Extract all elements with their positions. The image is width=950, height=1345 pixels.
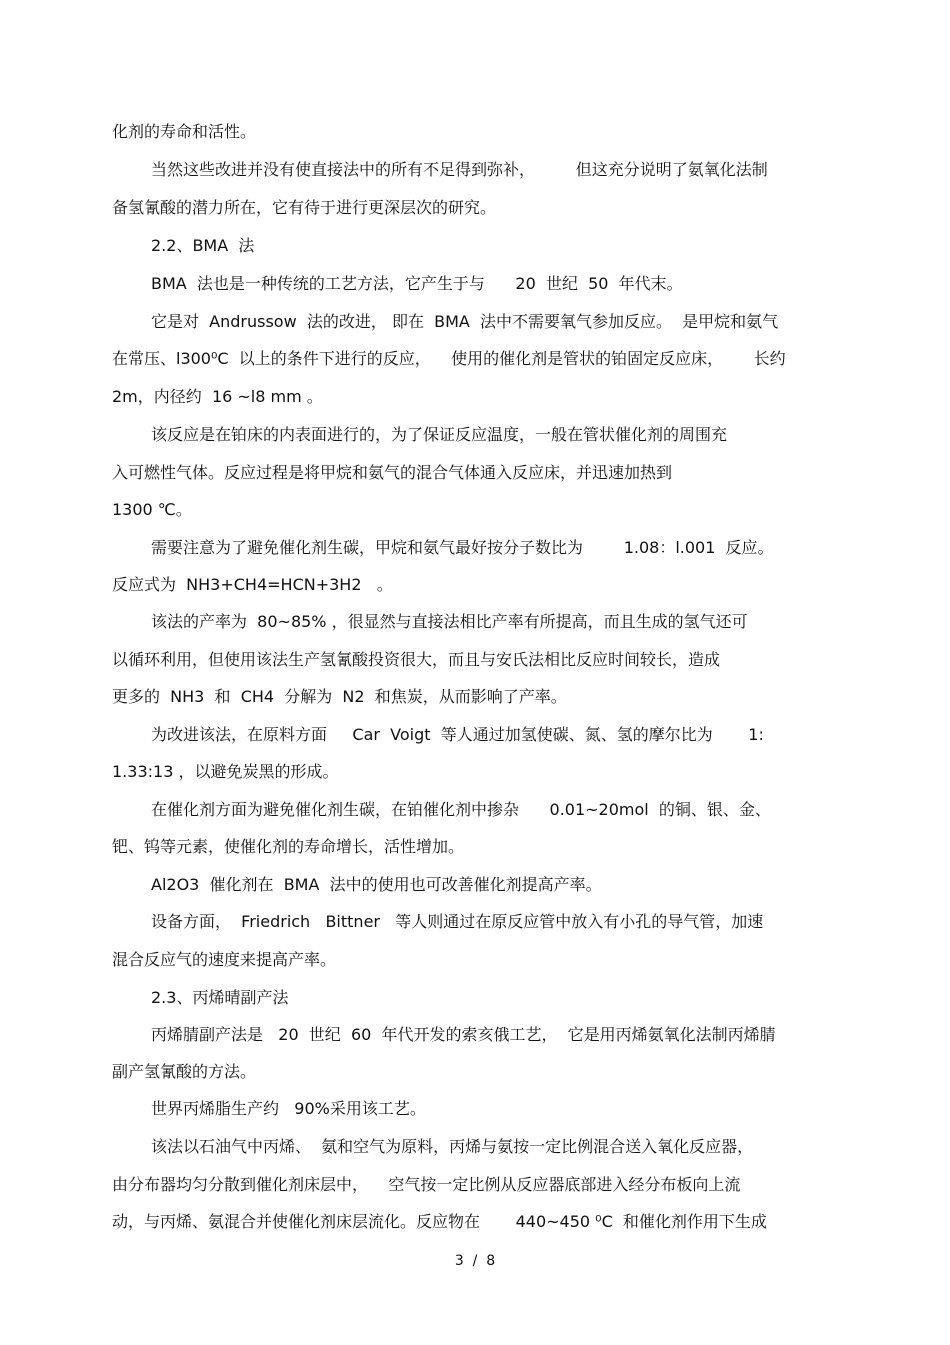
- text-line: 混合反应气的速度来提高产率。: [112, 950, 337, 969]
- text-line: 当然这些改进并没有使直接法中的所有不足得到弥补， 但这充分说明了氨氧化法制: [151, 160, 768, 179]
- text-line: 世界丙烯脂生产约 90%采用该工艺。: [151, 1099, 426, 1118]
- text-line: 在常压、l300⁰C 以上的条件下进行的反应， 使用的催化剂是管状的铂固定反应床， 长约: [112, 349, 786, 368]
- section-heading: 2.2、BMA 法: [151, 236, 255, 255]
- text-line: 以循环利用，但使用该法生产氢氰酸投资很大，而且与安氏法相比反应时间较长，造成: [112, 650, 721, 669]
- text-line: 它是对 Andrussow 法的改进， 即在 BMA 法中不需要氧气参加反应。 是甲烷和氨气: [151, 312, 779, 331]
- text-line: 动，与丙烯、氨混合并使催化剂床层流化。反应物在 440~450 ⁰C 和催化剂作用下生成: [112, 1212, 767, 1231]
- text-line: 该法以石油气中丙烯、 氨和空气为原料，丙烯与氨按一定比例混合送入氧化反应器，: [151, 1137, 754, 1156]
- text-line: 为改进该法，在原料方面 Car Voigt 等人通过加氢使碳、氮、氢的摩尔比为 1:: [151, 725, 764, 744]
- text-line: 2m，内径约 16 ~l8 mm 。: [112, 387, 323, 406]
- text-line: 副产氢氰酸的方法。: [112, 1062, 257, 1081]
- text-line: 反应式为 NH3+CH4=HCN+3H2 。: [112, 575, 393, 594]
- text-line: 1.33:13 ，以避免炭黑的形成。: [112, 762, 339, 781]
- text-line: 1300 ℃。: [112, 500, 192, 519]
- text-line: 在催化剂方面为避免催化剂生碳，在铂催化剂中掺杂 0.01~20mol 的铜、银、金、: [151, 800, 771, 819]
- page-number: 3 / 8: [454, 1253, 496, 1269]
- text-line: 由分布器均匀分散到催化剂床层中， 空气按一定比例从反应器底部进入经分布板向上流: [112, 1175, 741, 1194]
- text-line: BMA 法也是一种传统的工艺方法，它产生于与 20 世纪 50 年代末。: [151, 274, 683, 293]
- text-line: 入可燃性气体。反应过程是将甲烷和氨气的混合气体通入反应床，并迅速加热到: [112, 463, 673, 482]
- text-line: 备氢氰酸的潜力所在，它有待于进行更深层次的研究。: [112, 198, 497, 217]
- text-line: 丙烯腈副产法是 20 世纪 60 年代开发的索亥俄工艺， 它是用丙烯氨氧化法制丙烯腈: [151, 1025, 776, 1044]
- text-line: 化剂的寿命和活性。: [112, 122, 257, 141]
- text-line: 该法的产率为 80~85% ，很显然与直接法相比产率有所提高，而且生成的氢气还可: [151, 612, 748, 631]
- section-heading: 2.3、丙烯晴副产法: [151, 988, 289, 1007]
- text-line: 需要注意为了避免催化剂生碳，甲烷和氨气最好按分子数比为 1.08：l.001 反应。: [151, 538, 774, 557]
- text-line: 更多的 NH3 和 CH4 分解为 N2 和焦炭，从而影响了产率。: [112, 687, 567, 706]
- text-line: 设备方面， Friedrich Bittner 等人则通过在原反应管中放入有小孔的导气管，加速: [151, 912, 764, 931]
- text-line: 钯、钨等元素，使催化剂的寿命增长，活性增加。: [112, 837, 465, 856]
- text-line: 该反应是在铂床的内表面进行的，为了保证反应温度，一般在管状催化剂的周围充: [151, 425, 728, 444]
- text-line: Al2O3 催化剂在 BMA 法中的使用也可改善催化剂提高产率。: [151, 875, 602, 894]
